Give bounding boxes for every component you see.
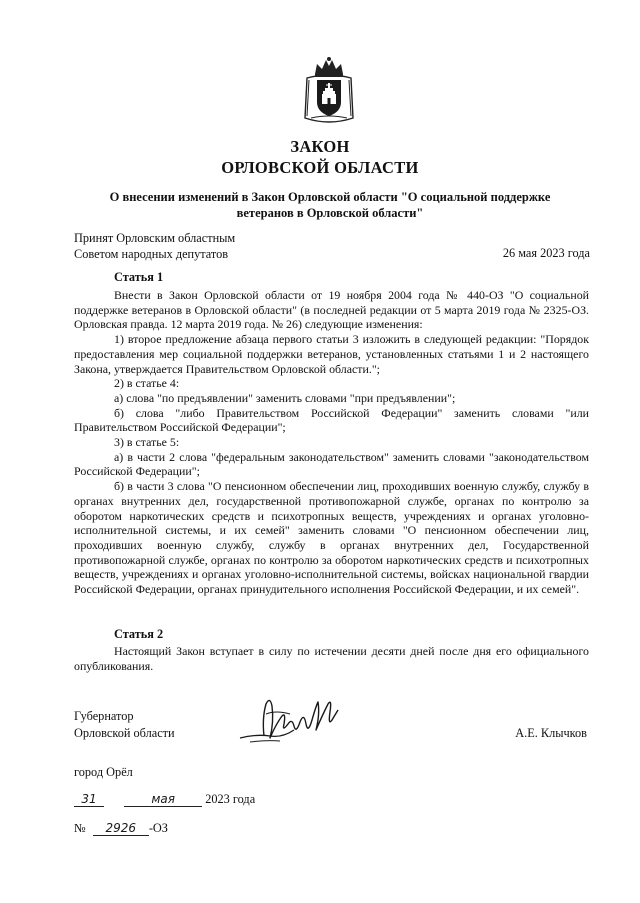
region-heading: ОРЛОВСКОЙ ОБЛАСТИ <box>221 158 419 177</box>
governor-position-line-2: Орловской области <box>74 726 175 740</box>
law-number-line <box>74 821 168 836</box>
article-1-paragraph: а) в части 2 слова "федеральным законодательством" заменить словами "законодательством Российской Федерации"; <box>74 449 589 479</box>
article-1-paragraph: б) слова "либо Правительством Российской Федерации" заменить словами "или Правительством Российской Федерации"; <box>74 405 589 435</box>
article-1-paragraph: б) в части 3 слова "О пенсионном обеспечении лиц, проходивших военную службу, службу в органах внутренних дел, государственной противопожарной службе, органах по контролю за оборотом наркотических средств и психотропных веществ, учреждениях и органах уголовно-исполнительной системы, и их семей" заменить словами "О пенсионном обеспечении лиц, проходивших военную службу, службу в органах внутренних дел, Государственной противопожарной службе, органах по контролю за оборотом наркотических средств и психотропных веществ, учреждениях и органах уголовно-исполнительной системы, войсках национальной гвардии Российской Федерации, органах принудительного исполнения Российской Федерации, и их семей". <box>74 479 589 597</box>
city-line: город Орёл <box>74 765 133 779</box>
governor-position-line-1: Губернатор <box>74 709 134 723</box>
article-2-paragraph: Настоящий Закон вступает в силу по истечении десяти дней после дня его официального опубликования. <box>74 644 589 673</box>
adoption-line-2: Советом народных депутатов <box>74 247 229 261</box>
article-1-paragraph: Внести в Закон Орловской области от 19 ноября 2004 года № 440-ОЗ "О социальной поддержке ветеранов в Орловской области" (в последней редакции от 5 марта 2019 года № 2325-ОЗ. Орловская правда. 12 марта 2019 года. № 26) следующие изменения: <box>74 288 589 332</box>
article-1-paragraph: 3) в статье 5: <box>114 435 180 450</box>
law-heading: ЗАКОН <box>290 137 350 156</box>
article-1-title: Статья 1 <box>114 270 164 284</box>
article-1-paragraph: 2) в статье 4: <box>114 376 180 391</box>
signing-day-field: 31 <box>74 792 104 807</box>
article-1-paragraph: 1) второе предложение абзаца первого статьи 3 изложить в следующей редакции: "Порядок предоставления мер социальной поддержки ветеранов, установленных статьями 1 и 2 настоящего Закона, утверждается Правительством Орловской области."; <box>74 332 589 376</box>
law-number-field: 2926 <box>93 821 149 836</box>
signing-month-field: мая <box>124 792 202 807</box>
adoption-body <box>74 230 235 262</box>
article-2-title: Статья 2 <box>114 627 164 641</box>
law-number-suffix: -ОЗ <box>148 821 168 835</box>
signing-date-line <box>74 792 255 807</box>
law-subtitle: О внесении изменений в Закон Орловской области "О социальной поддержке ветеранов в Орловской области" <box>109 190 551 220</box>
coat-of-arms-icon <box>303 56 355 126</box>
governor-position <box>74 708 175 742</box>
article-1-body <box>74 288 589 597</box>
adoption-date: 26 мая 2023 года <box>502 246 590 260</box>
signing-year: 2023 года <box>205 792 256 806</box>
adoption-line-1: Принят Орловским областным <box>74 231 236 245</box>
number-sign: № <box>74 821 86 835</box>
handwritten-signature <box>236 694 348 746</box>
governor-name: А.Е. Клычков <box>515 726 587 740</box>
article-2-body <box>74 644 589 673</box>
article-1-paragraph: а) слова "по предъявлении" заменить словами "при предъявлении"; <box>114 390 456 405</box>
